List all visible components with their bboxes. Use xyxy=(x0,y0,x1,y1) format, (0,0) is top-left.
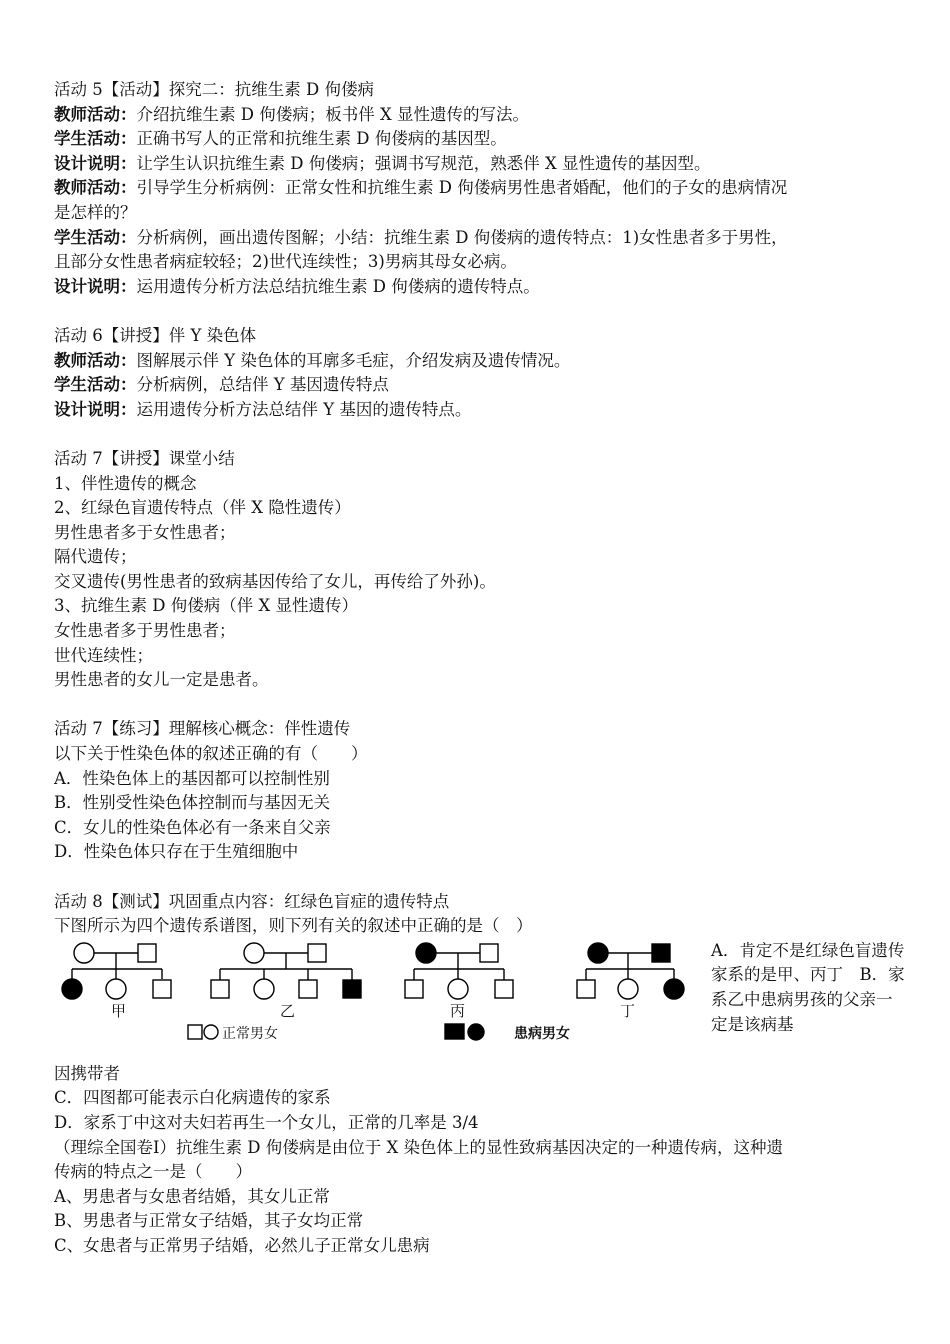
act5-teacher-1: 教师活动：介绍抗维生素 D 佝偻病；板书伴 X 显性遗传的写法。 xyxy=(54,104,529,124)
act5-student-2: 学生活动：分析病例，画出遗传图解；小结：抗维生素 D 佝偻病的遗传特点：1)女性患者多于男性， xyxy=(54,227,788,247)
option-a: A．性染色体上的基因都可以控制性别 xyxy=(54,768,330,788)
legend-affected-shapes xyxy=(445,1024,484,1040)
act8-title: 活动 8【测试】巩固重点内容：红绿色盲症的遗传特点 xyxy=(54,891,450,911)
summary-line: 世代连续性； xyxy=(54,645,153,665)
act6-design: 设计说明：运用遗传分析方法总结伴 Y 基因的遗传特点。 xyxy=(54,399,472,419)
pedigree-row xyxy=(54,939,905,1062)
pedigree-figure xyxy=(54,939,704,1062)
option-c: C．女儿的性染色体必有一条来自父亲 xyxy=(54,817,331,837)
student-label: 学生活动： xyxy=(54,227,137,247)
pedigree-side-text: A．肯定不是红绿色盲遗传家系的是甲、丙丁 B．家系乙中患病男孩的父亲一定是该病基 xyxy=(711,940,905,1034)
act5-design-1: 设计说明：让学生认识抗维生素 D 佝偻病；强调书写规范，熟悉伴 X 显性遗传的基因型。 xyxy=(54,153,711,173)
summary-line: 3、抗维生素 D 佝偻病（伴 X 显性遗传） xyxy=(54,596,358,616)
act5-design-2: 设计说明：运用遗传分析方法总结抗维生素 D 佝偻病的遗传特点。 xyxy=(54,276,540,296)
act5-teacher-2-cont: 是怎样的？ xyxy=(54,202,137,222)
act6-student: 学生活动：分析病例，总结伴 Y 基因遗传特点 xyxy=(54,375,389,395)
act5-student-1: 学生活动：正确书写人的正常和抗维生素 D 佝偻病的基因型。 xyxy=(54,129,507,149)
summary-line: 男性患者的女儿一定是患者。 xyxy=(54,670,269,690)
act6-teacher: 教师活动：图解展示伴 Y 染色体的耳廓多毛症，介绍发病及遗传情况。 xyxy=(54,350,571,370)
design-label: 设计说明： xyxy=(54,399,137,419)
option-c: C．四图都可能表示白化病遗传的家系 xyxy=(54,1088,331,1108)
q2-option-c: C、女患者与正常男子结婚，必然儿子正常女儿患病 xyxy=(54,1235,430,1255)
document-page xyxy=(54,78,905,1259)
act6-title: 活动 6【讲授】伴 Y 染色体 xyxy=(54,325,257,345)
pedigree-jia xyxy=(62,943,171,999)
pedigree-ding xyxy=(577,943,684,999)
act5-student-2-cont: 且部分女性患者病症较轻；2)世代连续性；3)男病其母女必病。 xyxy=(54,252,517,272)
summary-line: 2、红绿色盲遗传特点（伴 X 隐性遗传） xyxy=(54,498,351,518)
summary-line: 隔代遗传； xyxy=(54,547,137,567)
q2-option-b: B、男患者与正常女子结婚，其子女均正常 xyxy=(54,1211,364,1231)
act7b-title: 活动 7【练习】理解核心概念：伴性遗传 xyxy=(54,719,351,739)
legend-affected-label: 患病男女 xyxy=(514,1025,570,1042)
q2-question: （理综全国卷Ⅰ）抗维生素 D 佝偻病是由位于 X 染色体上的显性致病基因决定的一种遗传病，这种遗 xyxy=(54,1137,783,1157)
summary-line: 交叉遗传(男性患者的致病基因传给了女儿，再传给了外孙)。 xyxy=(54,571,496,591)
act8-question: 下图所示为四个遗传系谱图，则下列有关的叙述中正确的是（ ） xyxy=(54,916,533,936)
act5-title: 活动 5【活动】探究二：抗维生素 D 佝偻病 xyxy=(54,80,374,99)
teacher-label: 教师活动： xyxy=(54,104,137,124)
student-label: 学生活动： xyxy=(54,375,137,395)
act5-teacher-2: 教师活动：引导学生分析病例：正常女性和抗维生素 D 佝偻病男性患者婚配，他们的子女的患病情况 xyxy=(54,178,788,198)
option-b: B．性别受性染色体控制而与基因无关 xyxy=(54,793,331,813)
pedigree-label: 丁 xyxy=(620,1001,636,1020)
summary-line: 男性患者多于女性患者； xyxy=(54,522,236,542)
teacher-label: 教师活动： xyxy=(54,178,137,198)
legend-normal-shapes xyxy=(188,1025,218,1039)
act7-title: 活动 7【讲授】课堂小结 xyxy=(54,448,235,468)
pedigree-yi xyxy=(211,943,361,999)
pedigree-label: 乙 xyxy=(280,1001,296,1020)
teacher-label: 教师活动： xyxy=(54,350,137,370)
q2-question-cont: 传病的特点之一是（ ） xyxy=(54,1162,252,1182)
act7b-question: 以下关于性染色体的叙述正确的有（ ） xyxy=(54,744,368,764)
q2-option-a: A、男患者与女患者结婚，其女儿正常 xyxy=(54,1186,330,1206)
option-d: D．家系丁中这对夫妇若再生一个女儿，正常的几率是 3/4 xyxy=(54,1112,479,1132)
design-label: 设计说明： xyxy=(54,276,137,296)
pedigree-bing xyxy=(405,943,513,999)
summary-line: 女性患者多于男性患者； xyxy=(54,621,236,641)
design-label: 设计说明： xyxy=(54,153,137,173)
option-b-cont: 因携带者 xyxy=(54,1063,120,1083)
legend-normal-label: 正常男女 xyxy=(222,1025,278,1042)
pedigree-label: 丙 xyxy=(450,1001,466,1020)
student-label: 学生活动： xyxy=(54,129,137,149)
summary-line: 1、伴性遗传的概念 xyxy=(54,473,197,493)
option-d: D．性染色体只存在于生殖细胞中 xyxy=(54,842,299,862)
pedigree-label: 甲 xyxy=(111,1001,127,1020)
